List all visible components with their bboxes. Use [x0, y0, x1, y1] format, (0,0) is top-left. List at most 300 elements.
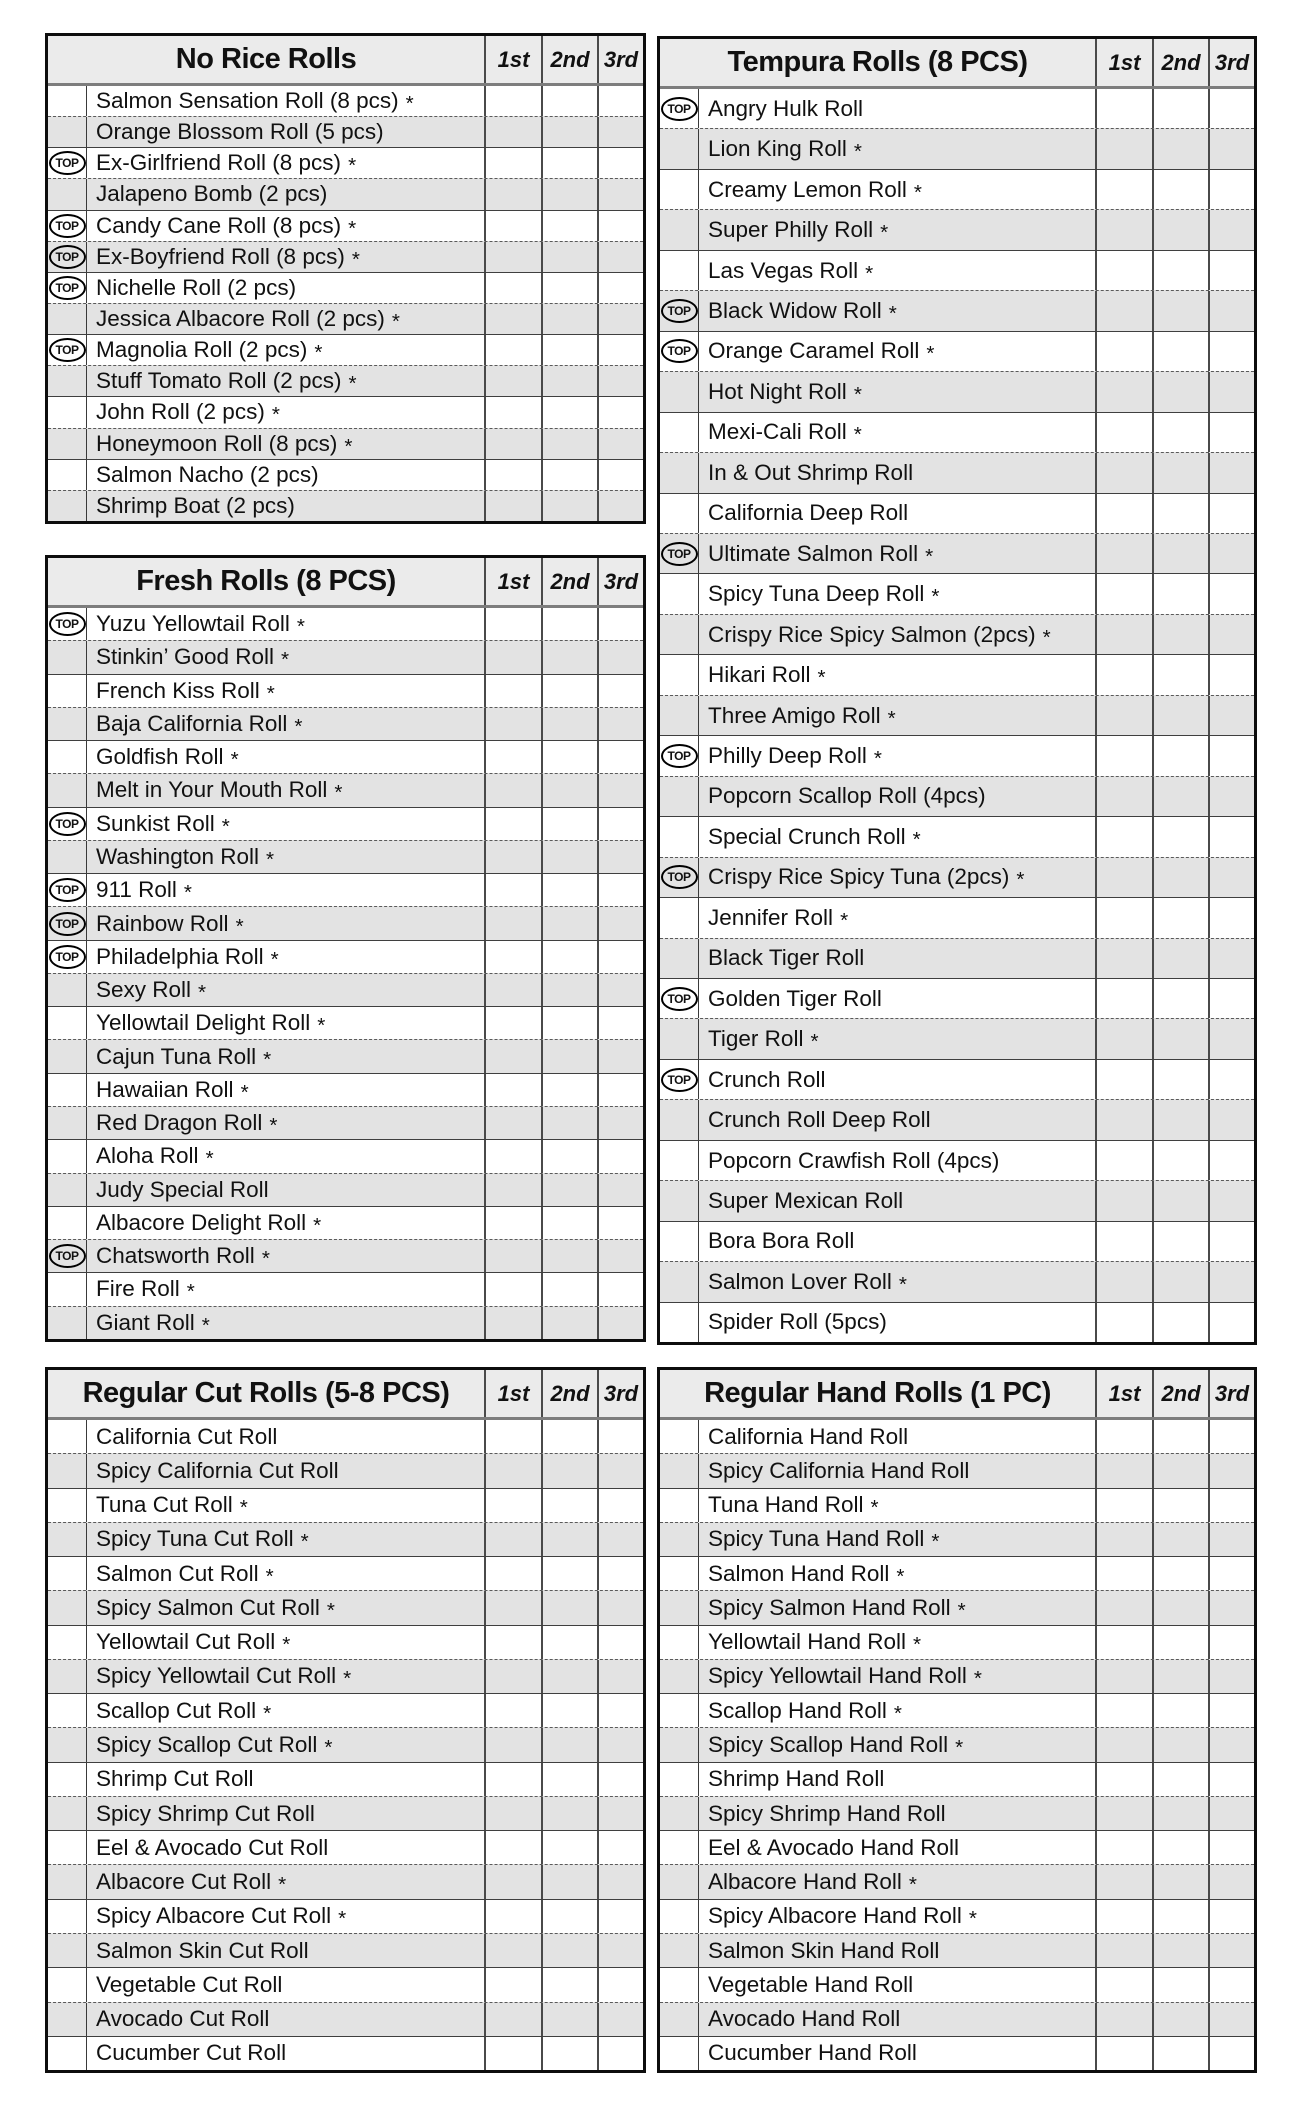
- choice-cell-2nd[interactable]: [1152, 1660, 1208, 1693]
- choice-cell-1st[interactable]: [484, 148, 541, 178]
- choice-cell-2nd[interactable]: [541, 2037, 597, 2070]
- choice-cell-3rd[interactable]: [597, 1797, 643, 1830]
- choice-cell-3rd[interactable]: [597, 808, 643, 840]
- choice-cell-1st[interactable]: [1095, 736, 1152, 775]
- choice-cell-1st[interactable]: [1095, 372, 1152, 411]
- choice-cell-1st[interactable]: [1095, 1557, 1152, 1590]
- choice-cell-2nd[interactable]: [541, 874, 597, 906]
- choice-cell-1st[interactable]: [1095, 898, 1152, 937]
- choice-cell-1st[interactable]: [1095, 655, 1152, 694]
- choice-cell-1st[interactable]: [484, 1489, 541, 1522]
- choice-cell-2nd[interactable]: [541, 1557, 597, 1590]
- choice-cell-2nd[interactable]: [1152, 1591, 1208, 1624]
- choice-cell-2nd[interactable]: [1152, 129, 1208, 168]
- choice-cell-1st[interactable]: [1095, 1763, 1152, 1796]
- choice-cell-2nd[interactable]: [1152, 1222, 1208, 1261]
- choice-cell-3rd[interactable]: [1208, 1100, 1254, 1139]
- choice-cell-1st[interactable]: [484, 460, 541, 490]
- choice-cell-3rd[interactable]: [1208, 777, 1254, 816]
- choice-cell-3rd[interactable]: [1208, 1831, 1254, 1864]
- choice-cell-1st[interactable]: [1095, 1968, 1152, 2001]
- choice-cell-3rd[interactable]: [597, 2003, 643, 2036]
- choice-cell-2nd[interactable]: [1152, 210, 1208, 249]
- choice-cell-3rd[interactable]: [597, 1489, 643, 1522]
- choice-cell-1st[interactable]: [1095, 129, 1152, 168]
- choice-cell-1st[interactable]: [1095, 1100, 1152, 1139]
- choice-cell-3rd[interactable]: [1208, 1262, 1254, 1301]
- choice-cell-1st[interactable]: [1095, 1141, 1152, 1180]
- choice-cell-2nd[interactable]: [541, 907, 597, 939]
- choice-cell-2nd[interactable]: [1152, 372, 1208, 411]
- choice-cell-2nd[interactable]: [541, 841, 597, 873]
- choice-cell-1st[interactable]: [484, 1728, 541, 1761]
- choice-cell-2nd[interactable]: [541, 491, 597, 521]
- choice-cell-2nd[interactable]: [541, 1591, 597, 1624]
- choice-cell-1st[interactable]: [484, 1007, 541, 1039]
- choice-cell-1st[interactable]: [484, 1865, 541, 1898]
- choice-cell-1st[interactable]: [1095, 696, 1152, 735]
- choice-cell-3rd[interactable]: [1208, 1489, 1254, 1522]
- choice-cell-1st[interactable]: [1095, 574, 1152, 613]
- choice-cell-3rd[interactable]: [1208, 332, 1254, 371]
- choice-cell-3rd[interactable]: [597, 117, 643, 147]
- choice-cell-2nd[interactable]: [541, 1074, 597, 1106]
- choice-cell-2nd[interactable]: [541, 1007, 597, 1039]
- choice-cell-1st[interactable]: [484, 86, 541, 116]
- choice-cell-3rd[interactable]: [1208, 736, 1254, 775]
- choice-cell-3rd[interactable]: [1208, 2037, 1254, 2070]
- choice-cell-1st[interactable]: [484, 1557, 541, 1590]
- choice-cell-2nd[interactable]: [541, 273, 597, 303]
- choice-cell-2nd[interactable]: [541, 2003, 597, 2036]
- choice-cell-2nd[interactable]: [541, 366, 597, 396]
- choice-cell-2nd[interactable]: [541, 1307, 597, 1339]
- choice-cell-1st[interactable]: [484, 1831, 541, 1864]
- choice-cell-1st[interactable]: [484, 907, 541, 939]
- choice-cell-2nd[interactable]: [541, 1626, 597, 1659]
- choice-cell-2nd[interactable]: [1152, 1181, 1208, 1220]
- choice-cell-2nd[interactable]: [541, 460, 597, 490]
- choice-cell-1st[interactable]: [484, 608, 541, 640]
- choice-cell-3rd[interactable]: [1208, 858, 1254, 897]
- choice-cell-1st[interactable]: [1095, 615, 1152, 654]
- choice-cell-1st[interactable]: [484, 304, 541, 334]
- choice-cell-3rd[interactable]: [1208, 1968, 1254, 2001]
- choice-cell-1st[interactable]: [484, 1694, 541, 1727]
- choice-cell-3rd[interactable]: [597, 841, 643, 873]
- choice-cell-3rd[interactable]: [1208, 1660, 1254, 1693]
- choice-cell-1st[interactable]: [1095, 1303, 1152, 1342]
- choice-cell-3rd[interactable]: [1208, 817, 1254, 856]
- choice-cell-2nd[interactable]: [1152, 939, 1208, 978]
- choice-cell-3rd[interactable]: [597, 675, 643, 707]
- choice-cell-1st[interactable]: [484, 808, 541, 840]
- choice-cell-3rd[interactable]: [597, 1273, 643, 1305]
- choice-cell-2nd[interactable]: [1152, 1060, 1208, 1099]
- choice-cell-3rd[interactable]: [597, 1694, 643, 1727]
- choice-cell-3rd[interactable]: [1208, 1060, 1254, 1099]
- choice-cell-2nd[interactable]: [1152, 2037, 1208, 2070]
- choice-cell-3rd[interactable]: [597, 1420, 643, 1453]
- choice-cell-2nd[interactable]: [1152, 817, 1208, 856]
- choice-cell-1st[interactable]: [484, 211, 541, 241]
- choice-cell-1st[interactable]: [1095, 1626, 1152, 1659]
- choice-cell-3rd[interactable]: [1208, 1900, 1254, 1933]
- choice-cell-1st[interactable]: [484, 273, 541, 303]
- choice-cell-3rd[interactable]: [597, 641, 643, 673]
- choice-cell-3rd[interactable]: [1208, 696, 1254, 735]
- choice-cell-1st[interactable]: [484, 491, 541, 521]
- choice-cell-1st[interactable]: [484, 1968, 541, 2001]
- choice-cell-2nd[interactable]: [541, 1454, 597, 1487]
- choice-cell-2nd[interactable]: [1152, 453, 1208, 492]
- choice-cell-3rd[interactable]: [1208, 129, 1254, 168]
- choice-cell-3rd[interactable]: [597, 86, 643, 116]
- choice-cell-1st[interactable]: [1095, 210, 1152, 249]
- choice-cell-3rd[interactable]: [597, 242, 643, 272]
- choice-cell-2nd[interactable]: [1152, 1454, 1208, 1487]
- choice-cell-3rd[interactable]: [597, 941, 643, 973]
- choice-cell-3rd[interactable]: [1208, 1557, 1254, 1590]
- choice-cell-2nd[interactable]: [1152, 1694, 1208, 1727]
- choice-cell-1st[interactable]: [484, 1074, 541, 1106]
- choice-cell-1st[interactable]: [1095, 817, 1152, 856]
- choice-cell-1st[interactable]: [1095, 1694, 1152, 1727]
- choice-cell-3rd[interactable]: [597, 708, 643, 740]
- choice-cell-3rd[interactable]: [1208, 1934, 1254, 1967]
- choice-cell-3rd[interactable]: [597, 1557, 643, 1590]
- choice-cell-3rd[interactable]: [1208, 534, 1254, 573]
- choice-cell-2nd[interactable]: [541, 1107, 597, 1139]
- choice-cell-2nd[interactable]: [1152, 1141, 1208, 1180]
- choice-cell-3rd[interactable]: [597, 1523, 643, 1556]
- choice-cell-3rd[interactable]: [597, 1900, 643, 1933]
- choice-cell-3rd[interactable]: [597, 1968, 643, 2001]
- choice-cell-1st[interactable]: [484, 1307, 541, 1339]
- choice-cell-2nd[interactable]: [541, 1523, 597, 1556]
- choice-cell-3rd[interactable]: [1208, 494, 1254, 533]
- choice-cell-1st[interactable]: [484, 741, 541, 773]
- choice-cell-2nd[interactable]: [541, 1040, 597, 1072]
- choice-cell-3rd[interactable]: [1208, 1222, 1254, 1261]
- choice-cell-2nd[interactable]: [541, 608, 597, 640]
- choice-cell-3rd[interactable]: [597, 1240, 643, 1272]
- choice-cell-2nd[interactable]: [1152, 574, 1208, 613]
- choice-cell-3rd[interactable]: [597, 397, 643, 427]
- choice-cell-1st[interactable]: [484, 708, 541, 740]
- choice-cell-3rd[interactable]: [597, 1174, 643, 1206]
- choice-cell-3rd[interactable]: [1208, 413, 1254, 452]
- choice-cell-1st[interactable]: [1095, 332, 1152, 371]
- choice-cell-2nd[interactable]: [541, 179, 597, 209]
- choice-cell-3rd[interactable]: [1208, 979, 1254, 1018]
- choice-cell-1st[interactable]: [1095, 170, 1152, 209]
- choice-cell-2nd[interactable]: [1152, 858, 1208, 897]
- choice-cell-1st[interactable]: [1095, 251, 1152, 290]
- choice-cell-1st[interactable]: [484, 366, 541, 396]
- choice-cell-3rd[interactable]: [1208, 1454, 1254, 1487]
- choice-cell-3rd[interactable]: [1208, 898, 1254, 937]
- choice-cell-2nd[interactable]: [1152, 494, 1208, 533]
- choice-cell-3rd[interactable]: [1208, 1523, 1254, 1556]
- choice-cell-3rd[interactable]: [597, 1074, 643, 1106]
- choice-cell-2nd[interactable]: [1152, 898, 1208, 937]
- choice-cell-2nd[interactable]: [1152, 1557, 1208, 1590]
- choice-cell-2nd[interactable]: [541, 708, 597, 740]
- choice-cell-2nd[interactable]: [541, 304, 597, 334]
- choice-cell-2nd[interactable]: [541, 1831, 597, 1864]
- choice-cell-1st[interactable]: [1095, 1900, 1152, 1933]
- choice-cell-2nd[interactable]: [1152, 1262, 1208, 1301]
- choice-cell-3rd[interactable]: [597, 1865, 643, 1898]
- choice-cell-1st[interactable]: [1095, 858, 1152, 897]
- choice-cell-3rd[interactable]: [1208, 170, 1254, 209]
- choice-cell-3rd[interactable]: [597, 273, 643, 303]
- choice-cell-3rd[interactable]: [597, 211, 643, 241]
- choice-cell-3rd[interactable]: [1208, 291, 1254, 330]
- choice-cell-1st[interactable]: [1095, 1523, 1152, 1556]
- choice-cell-2nd[interactable]: [1152, 1968, 1208, 2001]
- choice-cell-2nd[interactable]: [1152, 696, 1208, 735]
- choice-cell-1st[interactable]: [484, 841, 541, 873]
- choice-cell-3rd[interactable]: [1208, 1694, 1254, 1727]
- choice-cell-1st[interactable]: [484, 874, 541, 906]
- choice-cell-1st[interactable]: [1095, 1728, 1152, 1761]
- choice-cell-3rd[interactable]: [597, 491, 643, 521]
- choice-cell-1st[interactable]: [484, 1420, 541, 1453]
- choice-cell-1st[interactable]: [484, 641, 541, 673]
- choice-cell-2nd[interactable]: [541, 335, 597, 365]
- choice-cell-3rd[interactable]: [597, 1626, 643, 1659]
- choice-cell-2nd[interactable]: [541, 1420, 597, 1453]
- choice-cell-1st[interactable]: [1095, 291, 1152, 330]
- choice-cell-3rd[interactable]: [1208, 1019, 1254, 1058]
- choice-cell-2nd[interactable]: [1152, 170, 1208, 209]
- choice-cell-2nd[interactable]: [541, 1968, 597, 2001]
- choice-cell-1st[interactable]: [484, 179, 541, 209]
- choice-cell-2nd[interactable]: [541, 741, 597, 773]
- choice-cell-2nd[interactable]: [1152, 332, 1208, 371]
- choice-cell-1st[interactable]: [484, 1107, 541, 1139]
- choice-cell-1st[interactable]: [484, 1763, 541, 1796]
- choice-cell-1st[interactable]: [1095, 1489, 1152, 1522]
- choice-cell-1st[interactable]: [484, 974, 541, 1006]
- choice-cell-3rd[interactable]: [597, 974, 643, 1006]
- choice-cell-2nd[interactable]: [541, 1240, 597, 1272]
- choice-cell-2nd[interactable]: [541, 1273, 597, 1305]
- choice-cell-3rd[interactable]: [1208, 655, 1254, 694]
- choice-cell-3rd[interactable]: [597, 1934, 643, 1967]
- choice-cell-3rd[interactable]: [1208, 210, 1254, 249]
- choice-cell-3rd[interactable]: [597, 741, 643, 773]
- choice-cell-2nd[interactable]: [1152, 2003, 1208, 2036]
- choice-cell-2nd[interactable]: [541, 675, 597, 707]
- choice-cell-3rd[interactable]: [597, 1763, 643, 1796]
- choice-cell-1st[interactable]: [1095, 1060, 1152, 1099]
- choice-cell-2nd[interactable]: [541, 86, 597, 116]
- choice-cell-3rd[interactable]: [1208, 453, 1254, 492]
- choice-cell-1st[interactable]: [484, 397, 541, 427]
- choice-cell-3rd[interactable]: [597, 2037, 643, 2070]
- choice-cell-3rd[interactable]: [597, 1728, 643, 1761]
- choice-cell-2nd[interactable]: [1152, 1019, 1208, 1058]
- choice-cell-1st[interactable]: [1095, 1660, 1152, 1693]
- choice-cell-2nd[interactable]: [541, 1797, 597, 1830]
- choice-cell-2nd[interactable]: [1152, 1420, 1208, 1453]
- choice-cell-2nd[interactable]: [1152, 89, 1208, 128]
- choice-cell-1st[interactable]: [484, 1207, 541, 1239]
- choice-cell-1st[interactable]: [484, 2003, 541, 2036]
- choice-cell-1st[interactable]: [484, 941, 541, 973]
- choice-cell-3rd[interactable]: [1208, 1181, 1254, 1220]
- choice-cell-2nd[interactable]: [541, 1934, 597, 1967]
- choice-cell-3rd[interactable]: [597, 1207, 643, 1239]
- choice-cell-1st[interactable]: [484, 1660, 541, 1693]
- choice-cell-1st[interactable]: [1095, 939, 1152, 978]
- choice-cell-2nd[interactable]: [541, 117, 597, 147]
- choice-cell-2nd[interactable]: [541, 242, 597, 272]
- choice-cell-2nd[interactable]: [1152, 1865, 1208, 1898]
- choice-cell-3rd[interactable]: [1208, 1303, 1254, 1342]
- choice-cell-3rd[interactable]: [597, 1040, 643, 1072]
- choice-cell-1st[interactable]: [1095, 1262, 1152, 1301]
- choice-cell-1st[interactable]: [1095, 2037, 1152, 2070]
- choice-cell-2nd[interactable]: [1152, 291, 1208, 330]
- choice-cell-2nd[interactable]: [1152, 1934, 1208, 1967]
- choice-cell-3rd[interactable]: [1208, 251, 1254, 290]
- choice-cell-1st[interactable]: [1095, 1865, 1152, 1898]
- choice-cell-3rd[interactable]: [597, 1307, 643, 1339]
- choice-cell-2nd[interactable]: [541, 774, 597, 806]
- choice-cell-1st[interactable]: [484, 335, 541, 365]
- choice-cell-1st[interactable]: [484, 1591, 541, 1624]
- choice-cell-3rd[interactable]: [597, 774, 643, 806]
- choice-cell-2nd[interactable]: [541, 148, 597, 178]
- choice-cell-3rd[interactable]: [597, 1107, 643, 1139]
- choice-cell-2nd[interactable]: [1152, 1728, 1208, 1761]
- choice-cell-1st[interactable]: [484, 774, 541, 806]
- choice-cell-2nd[interactable]: [541, 429, 597, 459]
- choice-cell-3rd[interactable]: [597, 1591, 643, 1624]
- choice-cell-2nd[interactable]: [1152, 1626, 1208, 1659]
- choice-cell-1st[interactable]: [1095, 1454, 1152, 1487]
- choice-cell-1st[interactable]: [1095, 1222, 1152, 1261]
- choice-cell-1st[interactable]: [1095, 534, 1152, 573]
- choice-cell-1st[interactable]: [484, 1040, 541, 1072]
- choice-cell-3rd[interactable]: [597, 608, 643, 640]
- choice-cell-2nd[interactable]: [1152, 1523, 1208, 1556]
- choice-cell-3rd[interactable]: [1208, 1865, 1254, 1898]
- choice-cell-1st[interactable]: [484, 117, 541, 147]
- choice-cell-2nd[interactable]: [541, 1763, 597, 1796]
- choice-cell-3rd[interactable]: [597, 460, 643, 490]
- choice-cell-1st[interactable]: [1095, 1591, 1152, 1624]
- choice-cell-1st[interactable]: [484, 1140, 541, 1172]
- choice-cell-3rd[interactable]: [597, 366, 643, 396]
- choice-cell-2nd[interactable]: [541, 1174, 597, 1206]
- choice-cell-1st[interactable]: [484, 242, 541, 272]
- choice-cell-2nd[interactable]: [541, 808, 597, 840]
- choice-cell-1st[interactable]: [484, 1454, 541, 1487]
- choice-cell-3rd[interactable]: [597, 1660, 643, 1693]
- choice-cell-3rd[interactable]: [1208, 1591, 1254, 1624]
- choice-cell-1st[interactable]: [484, 1523, 541, 1556]
- choice-cell-1st[interactable]: [1095, 89, 1152, 128]
- choice-cell-1st[interactable]: [484, 1900, 541, 1933]
- choice-cell-1st[interactable]: [1095, 1181, 1152, 1220]
- choice-cell-3rd[interactable]: [597, 907, 643, 939]
- choice-cell-1st[interactable]: [1095, 413, 1152, 452]
- choice-cell-2nd[interactable]: [1152, 777, 1208, 816]
- choice-cell-2nd[interactable]: [1152, 1100, 1208, 1139]
- choice-cell-2nd[interactable]: [1152, 413, 1208, 452]
- choice-cell-3rd[interactable]: [597, 179, 643, 209]
- choice-cell-2nd[interactable]: [541, 974, 597, 1006]
- choice-cell-3rd[interactable]: [597, 429, 643, 459]
- choice-cell-2nd[interactable]: [541, 941, 597, 973]
- choice-cell-2nd[interactable]: [1152, 979, 1208, 1018]
- choice-cell-3rd[interactable]: [1208, 2003, 1254, 2036]
- choice-cell-3rd[interactable]: [597, 335, 643, 365]
- choice-cell-2nd[interactable]: [1152, 1489, 1208, 1522]
- choice-cell-2nd[interactable]: [541, 1900, 597, 1933]
- choice-cell-2nd[interactable]: [1152, 615, 1208, 654]
- choice-cell-3rd[interactable]: [1208, 1420, 1254, 1453]
- choice-cell-1st[interactable]: [484, 1240, 541, 1272]
- choice-cell-2nd[interactable]: [1152, 1303, 1208, 1342]
- choice-cell-1st[interactable]: [484, 1174, 541, 1206]
- choice-cell-3rd[interactable]: [1208, 939, 1254, 978]
- choice-cell-1st[interactable]: [1095, 1831, 1152, 1864]
- choice-cell-2nd[interactable]: [1152, 736, 1208, 775]
- choice-cell-1st[interactable]: [484, 429, 541, 459]
- choice-cell-3rd[interactable]: [597, 148, 643, 178]
- choice-cell-3rd[interactable]: [597, 1007, 643, 1039]
- choice-cell-3rd[interactable]: [1208, 1797, 1254, 1830]
- choice-cell-2nd[interactable]: [541, 1865, 597, 1898]
- choice-cell-1st[interactable]: [484, 1626, 541, 1659]
- choice-cell-3rd[interactable]: [597, 1140, 643, 1172]
- choice-cell-3rd[interactable]: [1208, 1763, 1254, 1796]
- choice-cell-3rd[interactable]: [1208, 1728, 1254, 1761]
- choice-cell-1st[interactable]: [1095, 494, 1152, 533]
- choice-cell-2nd[interactable]: [1152, 1763, 1208, 1796]
- choice-cell-2nd[interactable]: [1152, 251, 1208, 290]
- choice-cell-3rd[interactable]: [597, 1831, 643, 1864]
- choice-cell-3rd[interactable]: [1208, 574, 1254, 613]
- choice-cell-3rd[interactable]: [1208, 372, 1254, 411]
- choice-cell-2nd[interactable]: [541, 1660, 597, 1693]
- choice-cell-1st[interactable]: [1095, 2003, 1152, 2036]
- choice-cell-2nd[interactable]: [541, 641, 597, 673]
- choice-cell-1st[interactable]: [1095, 1934, 1152, 1967]
- choice-cell-1st[interactable]: [1095, 453, 1152, 492]
- choice-cell-2nd[interactable]: [541, 1140, 597, 1172]
- choice-cell-2nd[interactable]: [1152, 655, 1208, 694]
- choice-cell-3rd[interactable]: [1208, 615, 1254, 654]
- choice-cell-2nd[interactable]: [541, 1728, 597, 1761]
- choice-cell-2nd[interactable]: [1152, 1900, 1208, 1933]
- choice-cell-3rd[interactable]: [597, 1454, 643, 1487]
- choice-cell-2nd[interactable]: [541, 211, 597, 241]
- choice-cell-1st[interactable]: [484, 1934, 541, 1967]
- choice-cell-2nd[interactable]: [1152, 1831, 1208, 1864]
- choice-cell-2nd[interactable]: [541, 1489, 597, 1522]
- choice-cell-2nd[interactable]: [541, 397, 597, 427]
- choice-cell-2nd[interactable]: [1152, 1797, 1208, 1830]
- choice-cell-1st[interactable]: [484, 2037, 541, 2070]
- choice-cell-3rd[interactable]: [597, 874, 643, 906]
